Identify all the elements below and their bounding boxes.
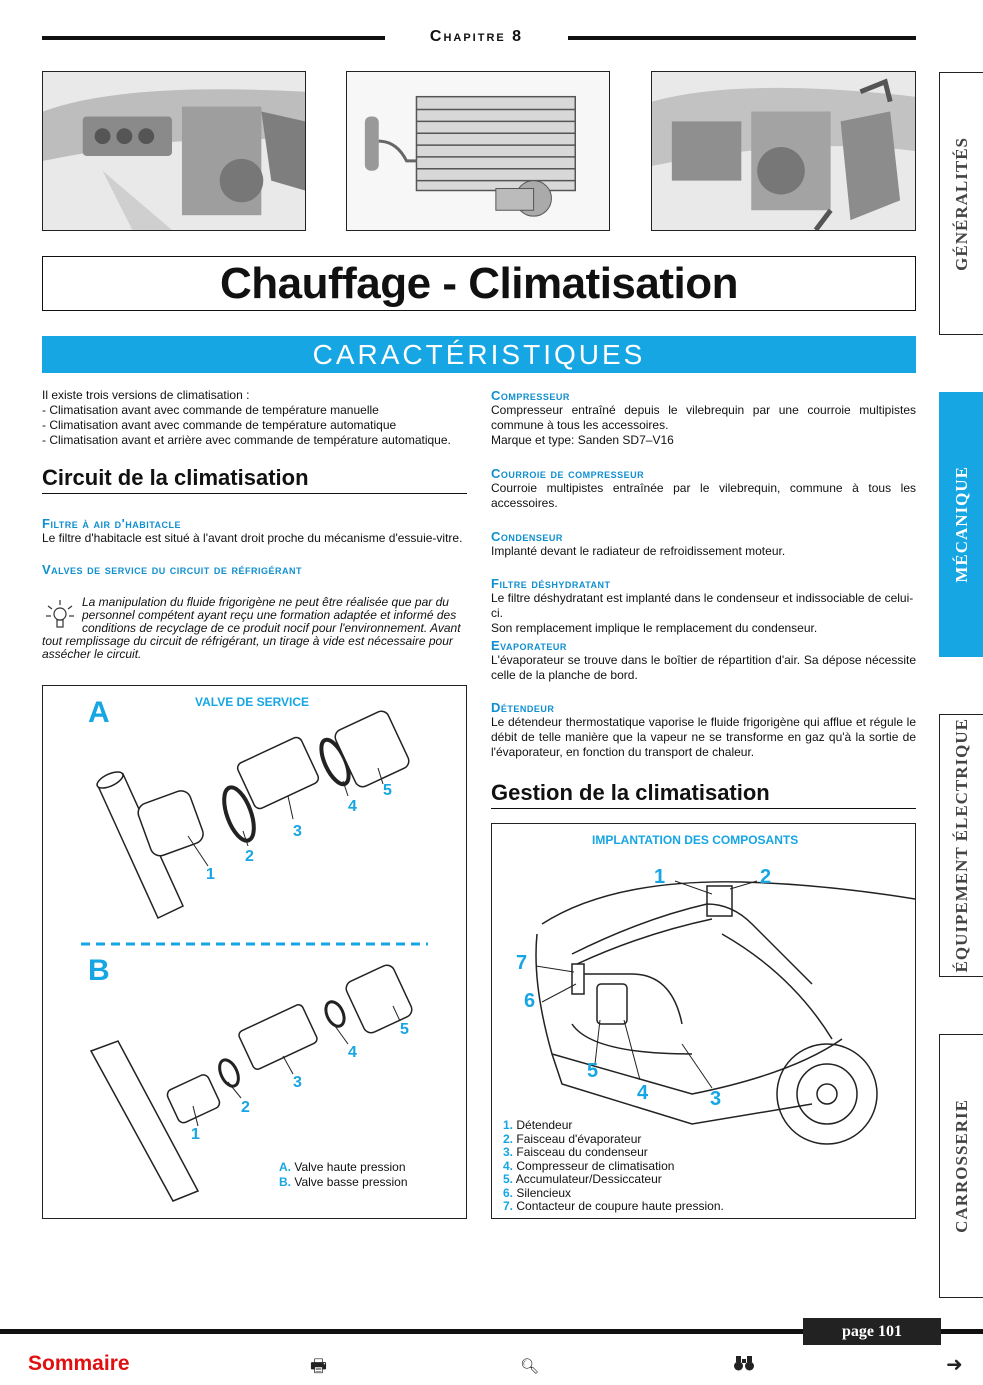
page-title-box xyxy=(42,256,916,311)
section-banner: CARACTÉRISTIQUES xyxy=(42,336,916,373)
callout-3: 3 xyxy=(710,1088,722,1110)
section-b-label: B xyxy=(88,954,110,987)
dashboard-cutaway-photo-2 xyxy=(651,71,916,231)
circuit-heading: Circuit de la climatisation xyxy=(42,465,467,494)
sommaire-link[interactable]: Sommaire xyxy=(28,1352,130,1375)
intro-item: - Climatisation avant avec commande de température manuelle xyxy=(42,403,379,417)
next-arrow-icon[interactable]: ➜ xyxy=(946,1354,963,1376)
implantation-caption: IMPLANTATION DES COMPOSANTS xyxy=(592,833,799,847)
legend-item: B. Valve basse pression xyxy=(279,1175,408,1189)
callout-4: 4 xyxy=(637,1082,649,1104)
callout-a4: 4 xyxy=(348,798,357,815)
legend-item: 4. Compresseur de climatisation xyxy=(503,1158,675,1173)
chapter-rule-left xyxy=(42,36,385,40)
condenser-compressor-photo xyxy=(346,71,610,231)
intro-lead: Il existe trois versions de climatisation : xyxy=(42,388,250,402)
legend-item: 6. Silencieux xyxy=(503,1185,572,1200)
valve-drawing xyxy=(43,686,466,1218)
spec-detendeur: Détendeur Le détendeur thermostatique vaporise le fluide frigorigène qui afflue et régule le débit de telle manière que la vapeur ne se transforme en gaz qu'à la sortie de l'évaporateur, en fonction du transport de chaleur. xyxy=(491,700,916,759)
lightbulb-icon xyxy=(42,596,78,634)
legend-item: 1. Détendeur xyxy=(503,1118,573,1132)
tab-mecanique[interactable]: MÉCANIQUE xyxy=(939,392,983,657)
valve-service-figure xyxy=(42,685,467,1219)
chapter-header xyxy=(42,28,916,48)
page-title: Chauffage - Climatisation xyxy=(220,258,738,308)
dashboard-cutaway-photo-1 xyxy=(42,71,306,231)
callout-7: 7 xyxy=(516,952,528,974)
valve-figure-caption: VALVE DE SERVICE xyxy=(195,695,310,709)
spec-courroie: Courroie de compresseur Courroie multipistes entraînée par le vilebrequin, commune à tous les accessoires. xyxy=(491,466,916,510)
printer-icon[interactable]: 🖶 xyxy=(310,1356,327,1376)
chapter-label: Chapitre 8 xyxy=(429,28,524,45)
filtre-section xyxy=(42,516,467,546)
callout-b2: 2 xyxy=(241,1099,250,1116)
section-a-label: A xyxy=(88,696,110,729)
spec-evaporateur: Evaporateur L'évaporateur se trouve dans le boîtier de répartition d'air. Sa dépose nécessite celle de la planche de bord. xyxy=(491,638,916,682)
callout-5: 5 xyxy=(587,1060,599,1082)
legend-item: A. Valve haute pression xyxy=(279,1160,406,1174)
implantation-figure xyxy=(491,823,916,1219)
safety-note xyxy=(42,596,467,661)
filtre-text: Le filtre d'habitacle est situé à l'avant droit proche du mécanisme d'essuie-vitre. xyxy=(42,531,463,545)
callout-1: 1 xyxy=(654,866,666,888)
filtre-heading: Filtre à air d'habitacle xyxy=(42,516,182,531)
tab-equipement-electrique[interactable]: ÉQUIPEMENT ÉLECTRIQUE xyxy=(939,714,983,977)
intro-item: - Climatisation avant avec commande de température automatique xyxy=(42,418,397,432)
page-number: page 101 xyxy=(803,1318,941,1345)
callout-b4: 4 xyxy=(348,1044,357,1061)
legend-item: 7. Contacteur de coupure haute pression. xyxy=(503,1199,724,1213)
intro-paragraph xyxy=(42,388,467,448)
spec-filtre-deshydratant: Filtre déshydratant Le filtre déshydratant est implanté dans le condenseur et indissociable de celui-ci. Son remplacement implique le remplacement du condenseur. xyxy=(491,576,914,635)
callout-a1: 1 xyxy=(206,866,215,883)
legend-item: 5. Accumulateur/Dessiccateur xyxy=(503,1172,662,1186)
implantation-legend xyxy=(503,1119,724,1214)
callout-6: 6 xyxy=(524,990,536,1012)
safety-note-text: La manipulation du fluide frigorigène ne peut être réalisée que par du personnel compétent ayant reçu une formation adaptée et informé des conditions de recyclage de ce produit nocif pour l'environnement. Avant tout remplissage du circuit de réfrigérant, un tirage à vide est nécessaire pour assécher le circuit. xyxy=(42,595,461,661)
legend-item: 3. Faisceau du condenseur xyxy=(503,1145,648,1159)
callout-a5: 5 xyxy=(383,782,392,799)
callout-a2: 2 xyxy=(245,848,254,865)
intro-item: - Climatisation avant et arrière avec commande de température automatique. xyxy=(42,433,451,447)
valve-legend xyxy=(279,1160,408,1190)
legend-item: 2. Faisceau d'évaporateur xyxy=(503,1131,642,1146)
tab-generalites[interactable]: GÉNÉRALITÉS xyxy=(939,72,983,335)
binoculars-icon[interactable] xyxy=(734,1354,754,1377)
spec-compresseur: Compresseur Compresseur entraîné depuis le vilebrequin par une courroie multipistes commune à tous les accessoires. Marque et type: Sanden SD7–V16 xyxy=(491,388,916,447)
callout-b3: 3 xyxy=(293,1074,302,1091)
tab-carrosserie[interactable]: CARROSSERIE xyxy=(939,1034,983,1298)
valves-heading: Valves de service du circuit de réfrigérant xyxy=(42,562,303,577)
chapter-rule-right xyxy=(568,36,916,40)
spec-condenseur: Condenseur Implanté devant le radiateur de refroidissement moteur. xyxy=(491,529,786,558)
right-specs xyxy=(491,388,916,760)
zoom-icon[interactable]: 🔍︎ xyxy=(520,1358,540,1375)
callout-2: 2 xyxy=(760,866,772,888)
gestion-heading: Gestion de la climatisation xyxy=(491,780,916,809)
callout-b5: 5 xyxy=(400,1021,409,1038)
callout-b1: 1 xyxy=(191,1126,200,1143)
callout-a3: 3 xyxy=(293,823,302,840)
